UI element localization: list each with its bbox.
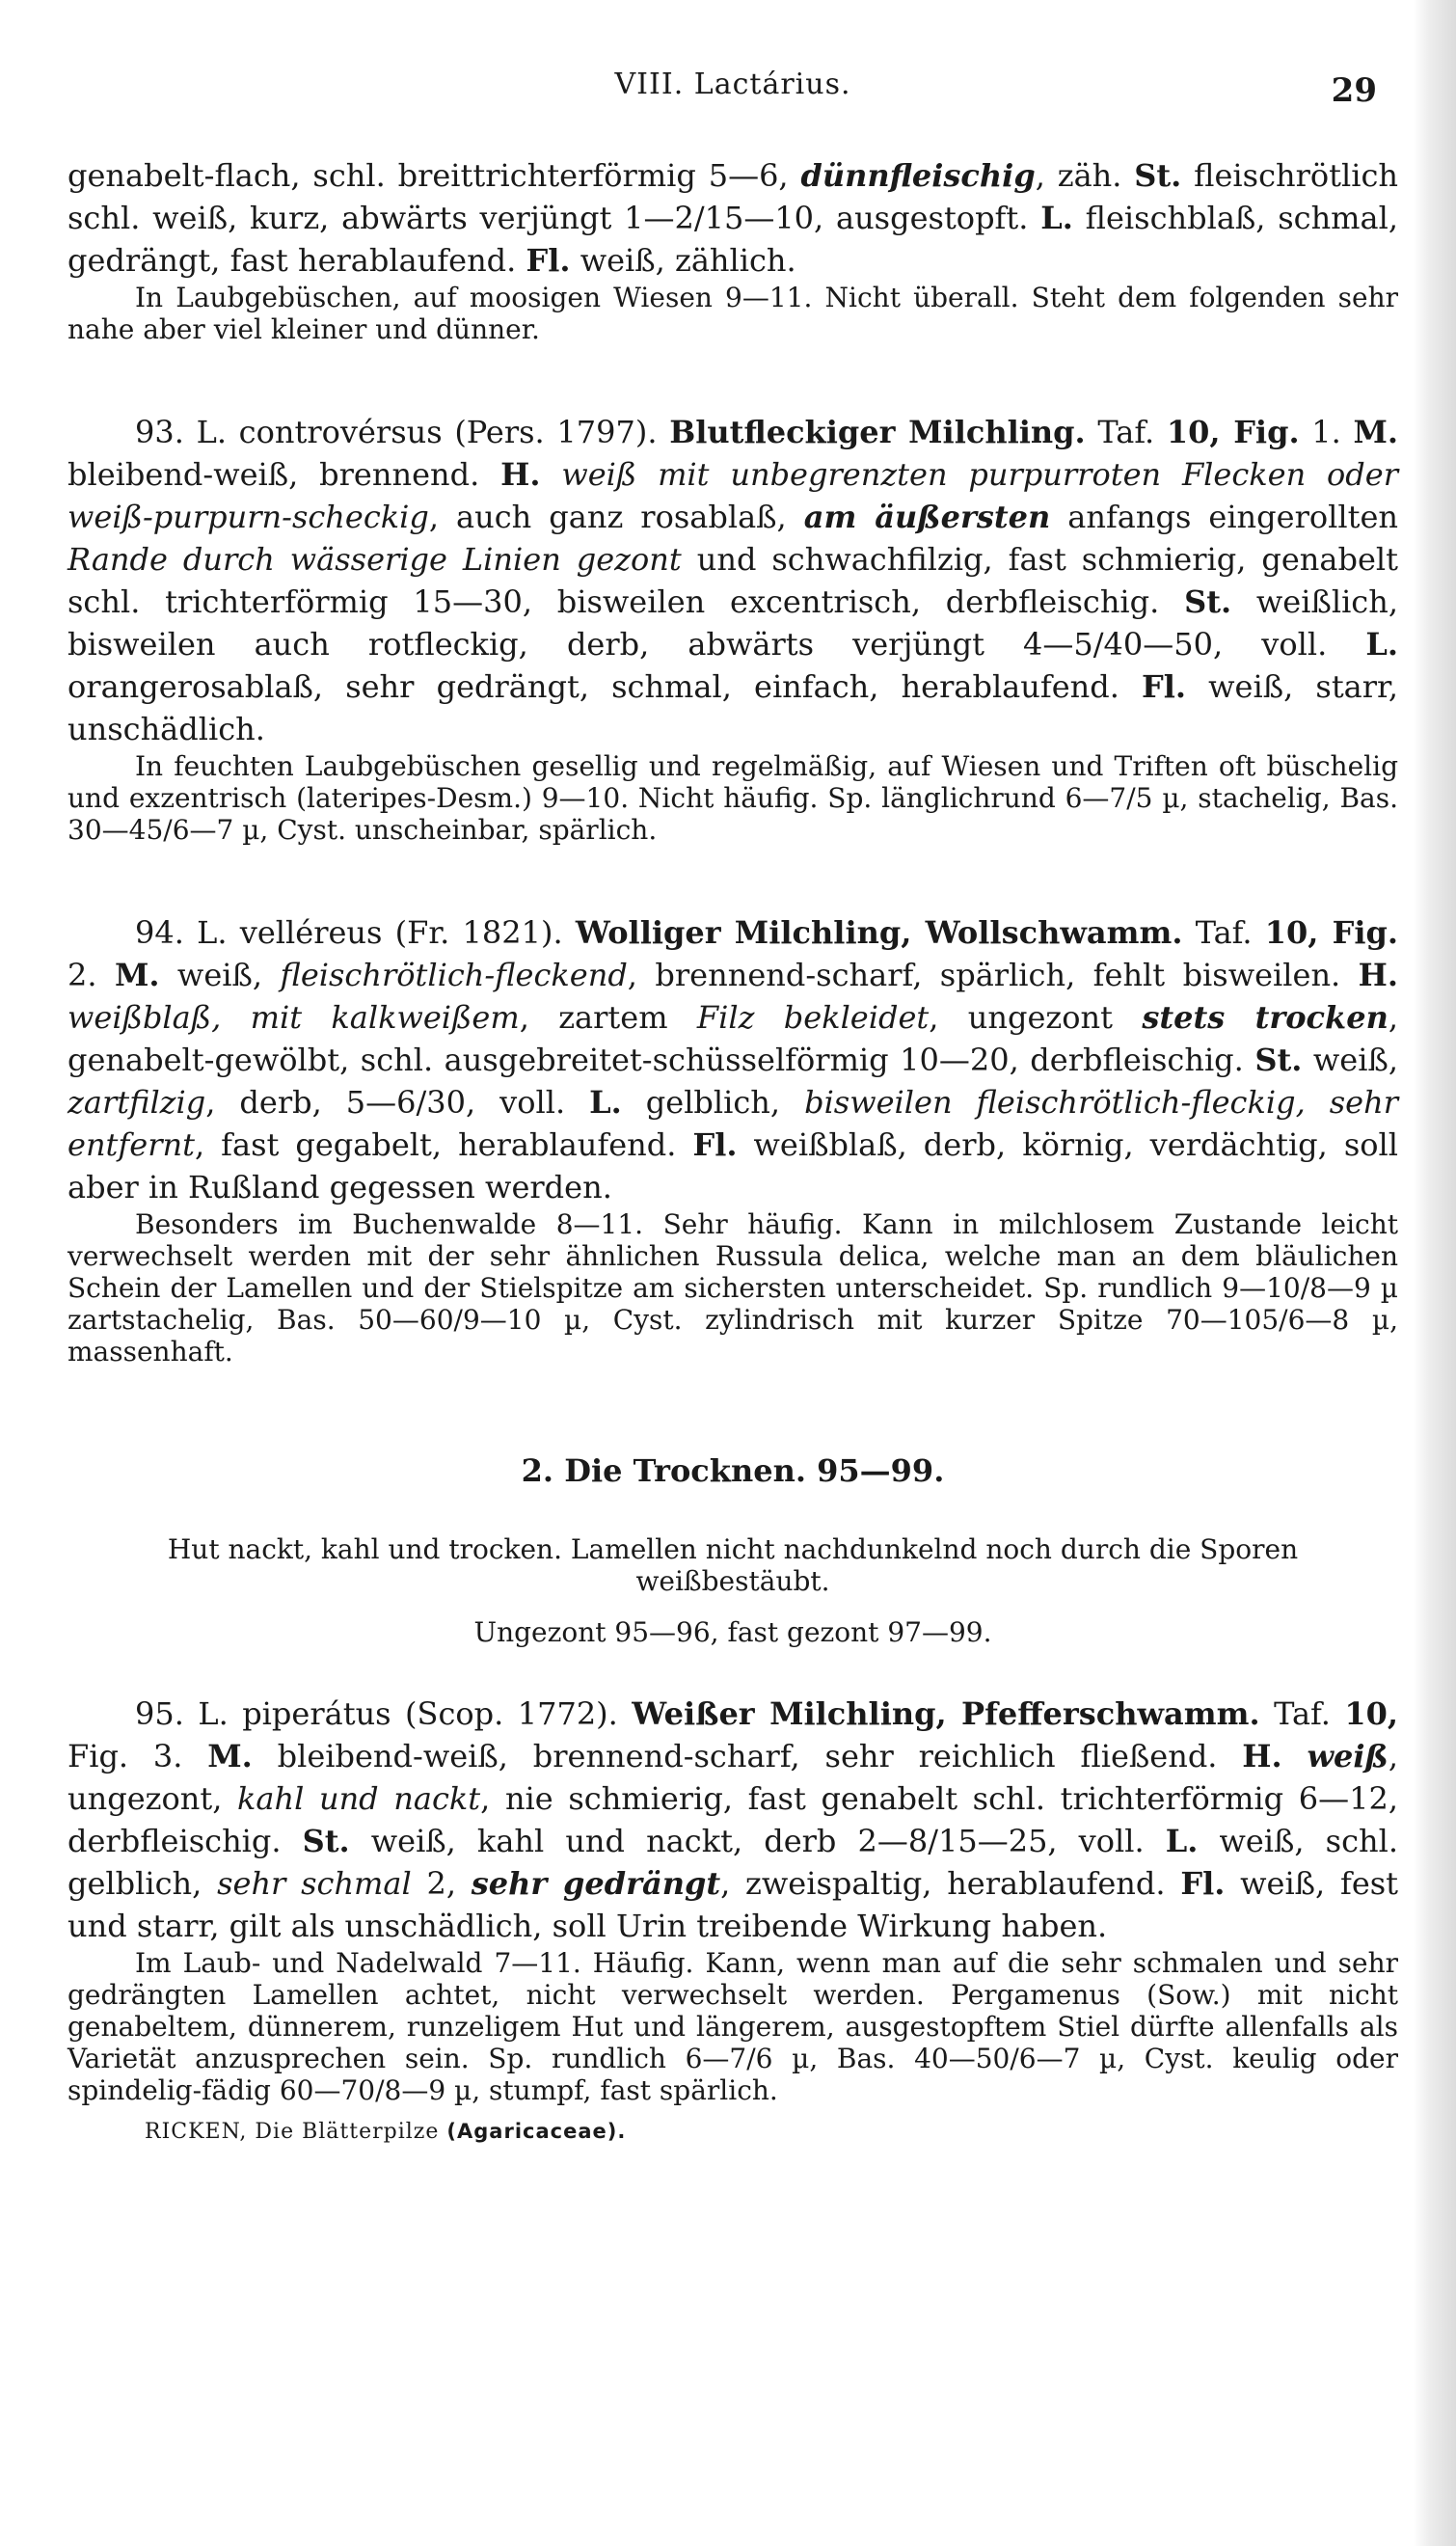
text-run: und schwachfilzig, fast schmierig, genabelt schl. trichterförmig 15—30, bisweilen excentrisch, derbfleischig. xyxy=(67,541,1398,620)
text-run: fleischrötlich schl. weiß, kurz, abwärts verjüngt 1—2/15—10, ausgestopft. xyxy=(67,157,1399,236)
page-header xyxy=(67,58,1398,116)
text-run: , ungezont, xyxy=(67,1738,1399,1817)
section-subdivision: Ungezont 95—96, fast gezont 97—99. xyxy=(473,1616,992,1648)
text-run: , ungezont xyxy=(929,999,1143,1036)
text-run: L. xyxy=(589,1084,622,1121)
text-run: M. xyxy=(114,957,160,993)
text-run: Fig. xyxy=(1233,414,1300,450)
text-run: am äußersten xyxy=(803,499,1051,535)
entry-95-description xyxy=(67,1693,1398,1947)
text-run: weißblaß, mit kalkweißem xyxy=(67,999,520,1036)
text-run: weiß xyxy=(1307,1738,1389,1774)
text-run: Weißer Milchling, Pfefferschwamm. xyxy=(632,1695,1260,1732)
text-run: orangerosablaß, sehr gedrängt, schmal, einfach, herablaufend. xyxy=(67,668,1143,705)
text-run: H. xyxy=(500,456,541,493)
text-run: weiß, starr, unschädlich. xyxy=(67,668,1399,747)
text-run: dünnfleischig xyxy=(800,157,1036,194)
text-run: Fig. 3. xyxy=(67,1738,208,1774)
text-run: , brennend-scharf, spärlich, fehlt bisweilen. xyxy=(627,957,1359,993)
text-run: In feuchten Laubgebüschen gesellig und regelmäßig, auf Wiesen und Triften oft büschelig und exzentrisch (lateripes-Desm.) 9—10. Nicht häufig. Sp. länglichrund 6—7/5 µ, stachelig, Bas. 30—45/6—7 µ, Cyst. unscheinbar, spärlich. xyxy=(67,750,1398,846)
text-run: M. xyxy=(207,1738,253,1774)
text-run: , zäh. xyxy=(1035,157,1135,194)
text-run: sehr gedrängt xyxy=(471,1865,721,1902)
text-run: 10, Fig. xyxy=(1264,914,1399,951)
text-run: fleischrötlich-fleckend xyxy=(280,957,628,993)
text-run: H. xyxy=(1358,957,1399,993)
text-run: St. xyxy=(1254,1042,1303,1078)
text-run: 93. L. controvérsus (Pers. 1797). xyxy=(135,414,670,450)
text-run: Fl. xyxy=(692,1126,738,1163)
text-run: St. xyxy=(1134,157,1182,194)
entry-93-description xyxy=(67,411,1398,750)
text-run: 2, xyxy=(411,1865,472,1902)
text-run: , nie schmierig, fast genabelt schl. trichterförmig 6—12, derbfleischig. xyxy=(67,1780,1399,1859)
text-run: Besonders im Buchenwalde 8—11. Sehr häufig. Kann in milchlosem Zustande leicht verwechselt werden mit der sehr ähnlichen Russula delica, welche man an dem bläulichen Schein der Lamellen und der Stielspitze am sichersten unterscheidet. Sp. rundlich 9—10/8—9 µ zartstachelig, Bas. 50—60/9—10 µ, Cyst. zylindrisch mit kurzer Spitze 70—105/6—8 µ, massenhaft. xyxy=(67,1208,1398,1368)
text-run xyxy=(541,456,562,493)
text-run: stets trocken xyxy=(1142,999,1389,1036)
entry-94-description xyxy=(67,911,1398,1208)
text-run: Fl. xyxy=(1142,668,1187,705)
text-run: , genabelt-gewölbt, schl. ausgebreitet-schüsselförmig 10—20, derbfleischig. xyxy=(67,999,1398,1078)
footer-author-title: RICKEN, Die Blätterpilze xyxy=(145,2120,440,2144)
text-run: 1. xyxy=(1299,414,1354,450)
text-run: weißlich, bisweilen auch rotfleckig, derb, abwärts verjüngt 4—5/40—50, voll. xyxy=(67,583,1399,663)
text-run: Wolliger Milchling, Wollschwamm. xyxy=(575,914,1183,951)
text-run: Fl. xyxy=(1180,1865,1226,1902)
footer-subtitle: (Agaricaceae). xyxy=(446,2120,627,2143)
text-run: , zartem xyxy=(519,999,697,1036)
section-heading: 2. Die Trocknen. 95—99. xyxy=(521,1452,945,1489)
text-run: kahl und nackt xyxy=(237,1780,481,1817)
text-run: , fast gegabelt, herablaufend. xyxy=(194,1126,693,1163)
text-run: weiß, xyxy=(159,957,281,993)
text-run: L. xyxy=(1365,626,1398,663)
text-run: weiß mit unbegrenzten purpurroten Flecken oder weiß-purpurn-scheckig xyxy=(67,456,1399,535)
text-run: genabelt-flach, schl. breittrichterförmig 5—6, xyxy=(67,157,801,194)
entry-93-habitat-note xyxy=(67,750,1398,846)
text-run: gelblich, xyxy=(621,1084,805,1121)
running-title: VIII. Lactárius. xyxy=(614,68,851,101)
text-run: , zweispaltig, herablaufend. xyxy=(720,1865,1181,1902)
text-run: L. xyxy=(1040,200,1073,236)
entry-95-habitat-note xyxy=(67,1947,1398,2106)
text-run: Im Laub- und Nadelwald 7—11. Häufig. Kann, wenn man auf die sehr schmalen und sehr gedrängten Lamellen achtet, nicht verwechselt werden. Pergamenus (Sow.) mit nicht genabeltem, dünnerem, runzeligem Hut und längerem, ausgestopftem Stiel dürfte allenfalls als Varietät anzusprechen sein. Sp. rundlich 6—7/6 µ, Bas. 40—50/6—7 µ, Cyst. keulig oder spindelig-fädig 60—70/8—9 µ, stumpf, fast spärlich. xyxy=(67,1947,1398,2106)
text-run: zartfilzig xyxy=(67,1084,206,1121)
text-run: St. xyxy=(302,1823,350,1859)
text-run xyxy=(1282,1738,1308,1774)
text-run: weiß, zählich. xyxy=(570,242,796,279)
text-run: Taf. xyxy=(1085,414,1167,450)
text-run: weiß, kahl und nackt, derb 2—8/15—25, voll. xyxy=(349,1823,1166,1859)
text-run: weiß, fest und starr, gilt als unschädlich, soll Urin treibende Wirkung haben. xyxy=(67,1865,1399,1944)
text-run: fleischblaß, schmal, gedrängt, fast herablaufend. xyxy=(67,200,1399,279)
text-run: M. xyxy=(1353,414,1399,450)
text-run: weiß, schl. gelblich, xyxy=(67,1823,1399,1902)
intro-description xyxy=(67,154,1398,282)
text-run: bisweilen fleischrötlich-fleckig, sehr entfernt xyxy=(67,1084,1398,1163)
text-run: bleibend-weiß, brennend-scharf, sehr reichlich fließend. xyxy=(252,1738,1243,1774)
text-run: weißblaß, derb, körnig, verdächtig, soll aber in Rußland gegessen werden. xyxy=(67,1126,1399,1205)
text-run: Fl. xyxy=(526,242,571,279)
entry-94-habitat-note xyxy=(67,1208,1398,1368)
text-run: , auch ganz rosablaß, xyxy=(428,499,804,535)
text-run: H. xyxy=(1242,1738,1282,1774)
intro-habitat-note xyxy=(67,282,1398,345)
text-run: Rande durch wässerige Linien gezont xyxy=(67,541,682,578)
text-run: weiß, xyxy=(1302,1042,1399,1078)
text-run: In Laubgebüschen, auf moosigen Wiesen 9—11. Nicht überall. Steht dem folgenden sehr nahe aber viel kleiner und dünner. xyxy=(67,282,1398,345)
text-run: Taf. xyxy=(1259,1695,1345,1732)
page-number: 29 xyxy=(1331,71,1377,110)
text-run: sehr schmal xyxy=(217,1865,412,1902)
text-run: , derb, 5—6/30, voll. xyxy=(205,1084,590,1121)
text-run: 2. xyxy=(67,957,115,993)
page-footer xyxy=(67,2120,1398,2144)
text-run: 94. L. velléreus (Fr. 1821). xyxy=(135,914,576,951)
text-run: St. xyxy=(1184,583,1232,620)
text-run: 95. L. piperátus (Scop. 1772). xyxy=(135,1695,633,1732)
section-description: Hut nackt, kahl und trocken. Lamellen nicht nachdunkelnd noch durch die Sporen weißbestäubt. xyxy=(167,1533,1299,1597)
text-run: Filz bekleidet xyxy=(696,999,930,1036)
text-run: Taf. xyxy=(1182,914,1265,951)
text-run: Blutfleckiger Milchling. xyxy=(669,414,1086,450)
text-run: 10, xyxy=(1166,414,1234,450)
text-run: 10, xyxy=(1344,1695,1399,1732)
text-run: anfangs eingerollten xyxy=(1050,499,1399,535)
text-run: bleibend-weiß, brennend. xyxy=(67,456,501,493)
page-gutter-shadow xyxy=(1414,0,1456,2546)
text-run: L. xyxy=(1165,1823,1199,1859)
